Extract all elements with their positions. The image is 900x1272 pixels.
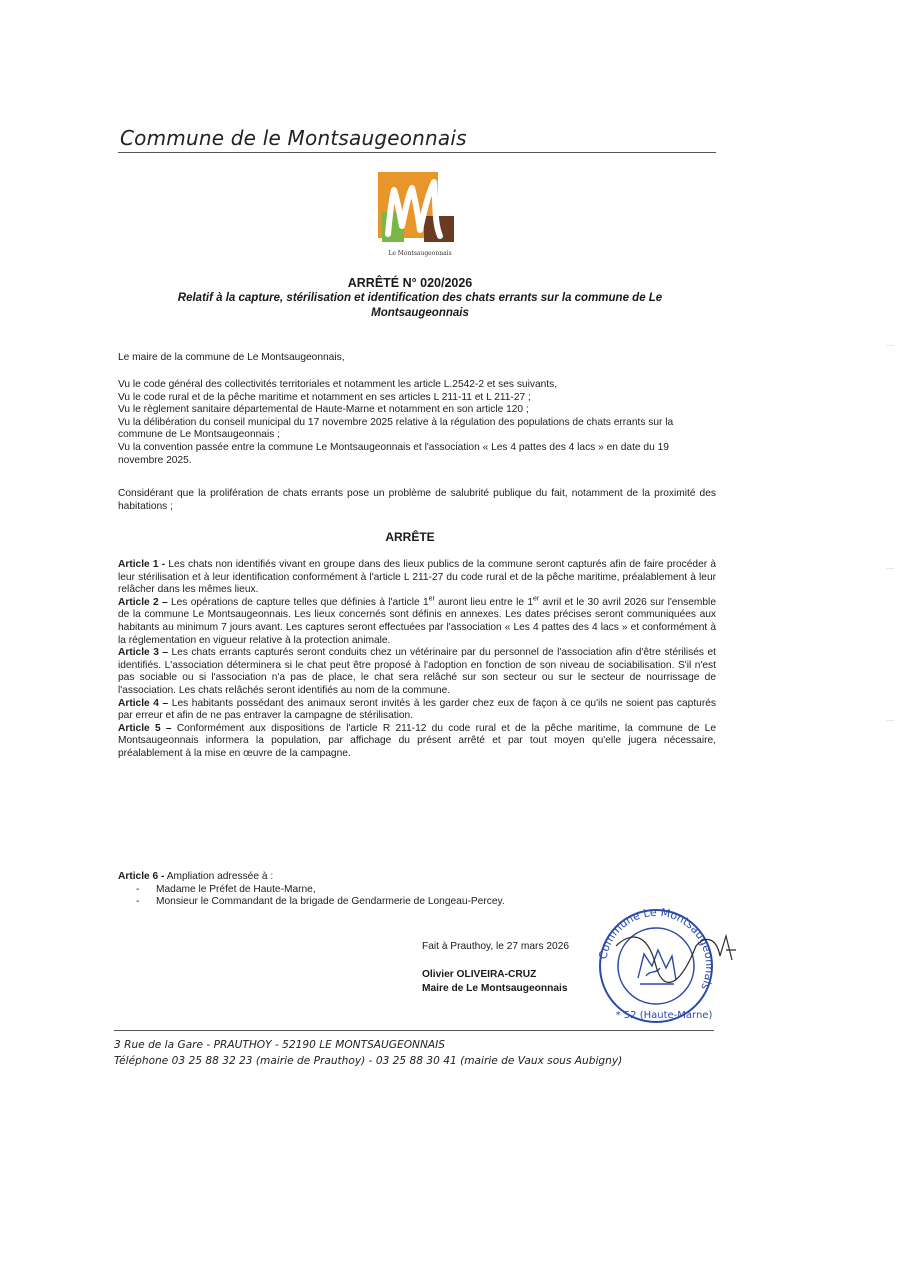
arrete-heading: ARRÊTE [385,530,435,544]
recipient-item: - Monsieur le Commandant de la brigade de Gendarmerie de Longeau-Percey. [136,896,716,909]
scan-margin-mark [886,345,894,346]
article-label: Article 6 - [118,871,165,882]
superscript: er [428,595,435,603]
signatory-role: Maire de Le Montsaugeonnais [422,982,568,994]
articles [118,559,716,761]
scan-margin-mark [886,568,894,569]
article-2 [118,597,716,647]
intro-text: Le maire de la commune de Le Montsaugeonnais, [118,352,345,363]
article-6 [118,871,716,909]
article-label: Article 5 – [118,722,172,734]
svg-text:* 52 (Haute-Marne): * 52 (Haute-Marne) [615,1010,713,1021]
decree-number: ARRÊTÉ N° 020/2026 [347,276,473,290]
article-text: Les habitants possédant des animaux seront invités à les garder chez eux de façon à ce qu'ils ne soient pas capturés par erreur et afin de ne pas entraver la campagne de stérilisation. [118,697,716,722]
article-label: Article 4 – [118,697,169,709]
article-text: Les chats errants capturés seront conduits chez un vétérinaire par du personnel de l'association afin d'être stérilisés et identifiés. L'association déterminera si le chat peut être proposé à l'adoption en fonction de son niveau de sociabilisation. S'il n'est pas sociable ou si l'association n'a pas de place, le chat sera relâché sur son secteur ou sur le secteur de nourrissage de l'association. Les chats relâchés seront identifiés au nom de la commune. [118,647,716,696]
considerant [118,488,716,513]
vu-list [118,379,716,467]
article-4 [118,698,716,723]
article-3 [118,647,716,697]
recipient-list [118,884,716,909]
vu-item: Vu le code général des collectivités territoriales et notamment les article L.2542-2 et ses suivants, [118,379,558,390]
header-rule [118,152,716,153]
considerant-text: Considérant que la prolifération de chats errants pose un problème de salubrité publique du fait, notamment de la proximité des habitations ; [118,488,716,512]
article-text: auront lieu entre le 1 [434,596,533,608]
article-5 [118,723,716,761]
commune-logo [378,172,458,262]
logo-caption: Le Montsaugeonnais [388,250,452,257]
article-text: Les chats non identifiés vivant en groupe dans des lieux publics de la commune seront capturés afin de faire procéder à leur stérilisation et à leur identification conformément à l'article L 211-27 du code rural et de la pêche maritime, préalablement à leur relâcher dans les mêmes lieux. [118,559,716,596]
official-stamp [586,906,746,1026]
article-text: Conformément aux dispositions de l'article R 211-12 du code rural et de la pêche maritime, la commune de Le Montsaugeonnais informera la population, par affichage du présent arrêté et par tout moyen qu'elle jugera nécessaire, préalablement à la mise en œuvre de la campagne. [118,722,717,759]
scan-margin-mark [886,720,894,721]
decree-subject: Relatif à la capture, stérilisation et identification des chats errants sur la commune de Le Montsaugeonnais [177,292,663,319]
article-1 [118,559,716,597]
signature-block [422,968,567,995]
footer-address: 3 Rue de la Gare - PRAUTHOY - 52190 LE MONTSAUGEONNAIS [114,1039,445,1051]
superscript: er [532,595,540,603]
article-label: Article 1 - [118,559,166,570]
footer [114,1037,622,1069]
article-text: avril et le 30 avril 2026 sur l'ensemble de la commune Le Montsaugeonnais. Les lieux concernés sont définis en annexes. Les dates précises seront communiquées aux habitants au minimum 7 jours avant. Les captures seront effectuées par l'association « Les 4 pattes des 4 lacs » et conformément à la réglementation en vigueur relative à la protection animale. [118,596,716,646]
signature-place-date: Fait à Prauthoy, le 27 mars 2026 [422,941,570,952]
article-6-heading [118,871,716,884]
signatory-name: Olivier OLIVEIRA-CRUZ [422,969,537,980]
vu-item: Vu la délibération du conseil municipal du 17 novembre 2025 relative à la régulation des populations de chats errants sur la commune de Le Montsaugeonnais ; [118,416,674,441]
article-text: Les opérations de capture telles que définies à l'article 1 [167,596,429,608]
article-label: Article 2 – [118,596,168,608]
vu-item: Vu le code rural et de la pêche maritime et notamment en ses articles L 211-11 et L 211-27 ; [118,391,531,403]
svg-text:Commune Le Montsaugeonnais: Commune Le Montsaugeonnais [596,906,717,992]
recipient-item: - Madame le Préfet de Haute-Marne, [136,884,716,897]
decree-intro [118,352,716,365]
vu-item: Vu le règlement sanitaire départemental de Haute-Marne et notamment en son article 120 ; [118,404,529,416]
footer-rule [114,1030,714,1031]
article-text: Ampliation adressée à : [164,871,274,882]
article-label: Article 3 – [118,647,169,659]
commune-title: Commune de le Montsaugeonnais [120,126,467,150]
footer-phone: Téléphone 03 25 88 32 23 (mairie de Prauthoy) - 03 25 88 30 41 (mairie de Vaux sous Aubigny) [114,1055,623,1067]
vu-item: Vu la convention passée entre la commune Le Montsaugeonnais et l'association « Les 4 pattes des 4 lacs » en date du 19 novembre 2025. [118,441,669,466]
